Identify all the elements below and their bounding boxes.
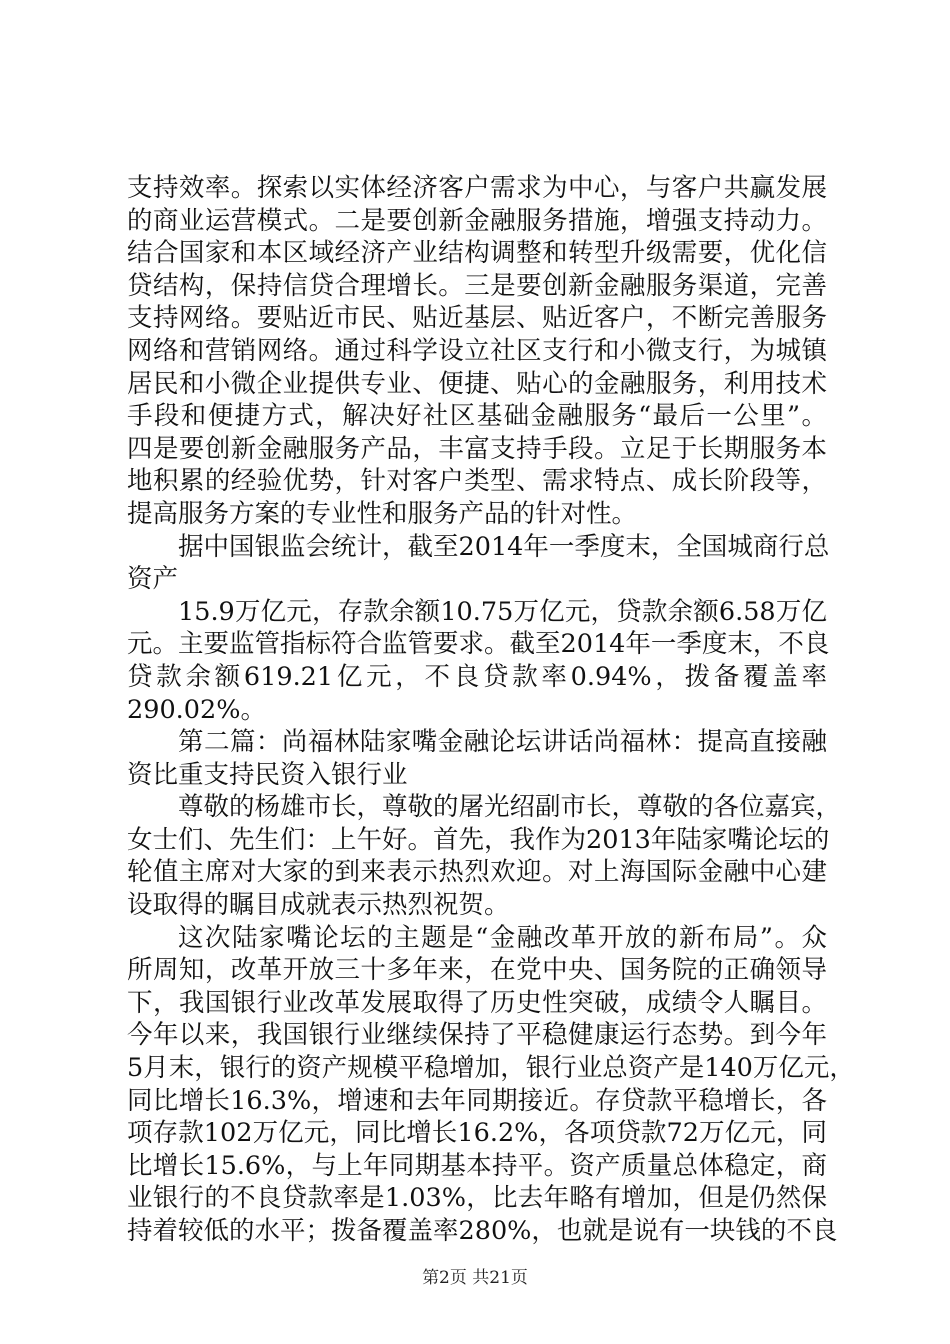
- text-line: 持着较低的水平；拨备覆盖率280%，也就是说有一块钱的不良: [127, 1216, 838, 1246]
- text-line: 尊敬的杨雄市长，尊敬的屠光绍副市长，尊敬的各位嘉宾，: [178, 792, 842, 823]
- text-line: 资产: [127, 564, 179, 595]
- text-line: 所周知，改革开放三十多年来，在党中央、国务院的正确领导: [127, 955, 827, 986]
- text-line: 居民和小微企业提供专业、便捷、贴心的金融服务，利用技术: [127, 368, 827, 399]
- text-line: 5月末，银行的资产规模平稳增加，银行业总资产是140万亿元，: [127, 1053, 855, 1084]
- text-line: 同比增长16.3%，增速和去年同期接近。存贷款平稳增长，各: [127, 1085, 827, 1116]
- text-line: 设取得的瞩目成就表示热烈祝贺。: [127, 890, 510, 921]
- text-line: 下，我国银行业改革发展取得了历史性突破，成绩令人瞩目。: [127, 987, 827, 1018]
- document-body: [127, 172, 855, 1248]
- text-line: 业银行的不良贷款率是1.03%，比去年略有增加，但是仍然保: [127, 1183, 827, 1214]
- text-line: 290.02%。: [127, 694, 266, 725]
- text-line: 今年以来，我国银行业继续保持了平稳健康运行态势。到今年: [127, 1020, 827, 1051]
- section-heading: 第二篇：尚福林陆家嘴金融论坛讲话尚福林：提高直接融: [178, 727, 827, 758]
- text-line: 轮值主席对大家的到来表示热烈欢迎。对上海国际金融中心建: [127, 857, 827, 888]
- text-line: 四是要创新金融服务产品，丰富支持手段。立足于长期服务本: [127, 433, 827, 464]
- text-line: 15.9万亿元，存款余额10.75万亿元，贷款余额6.58万亿: [178, 596, 827, 627]
- text-line: 这次陆家嘴论坛的主题是“金融改革开放的新布局”。众: [178, 922, 827, 953]
- text-line: 支持网络。要贴近市民、贴近基层、贴近客户，不断完善服务: [127, 303, 827, 334]
- text-line: 项存款102万亿元，同比增长16.2%，各项贷款72万亿元，同: [127, 1118, 827, 1149]
- text-line: 手段和便捷方式，解决好社区基础金融服务“最后一公里”。: [127, 401, 827, 432]
- section-heading: 资比重支持民资入银行业: [127, 759, 408, 790]
- text-line: 比增长15.6%，与上年同期基本持平。资产质量总体稳定，商: [127, 1150, 827, 1181]
- text-line: 结合国家和本区域经济产业结构调整和转型升级需要，优化信: [127, 238, 827, 269]
- text-line: 女士们、先生们：上午好。首先，我作为2013年陆家嘴论坛的: [127, 824, 830, 855]
- page-footer: 第2页 共21页: [422, 1268, 528, 1288]
- text-line: 元。主要监管指标符合监管要求。截至2014年一季度末，不良: [127, 629, 830, 660]
- text-line: 贷结构，保持信贷合理增长。三是要创新金融服务渠道，完善: [127, 270, 827, 301]
- text-line: 支持效率。探索以实体经济客户需求为中心，与客户共赢发展: [127, 173, 827, 203]
- text-line: 的商业运营模式。二是要创新金融服务措施，增强支持动力。: [127, 205, 827, 236]
- text-line: 据中国银监会统计，截至2014年一季度末，全国城商行总: [178, 531, 830, 562]
- text-line: 提高服务方案的专业性和服务产品的针对性。: [127, 498, 638, 529]
- text-line: 网络和营销网络。通过科学设立社区支行和小微支行，为城镇: [127, 335, 827, 366]
- text-line: 贷款余额619.21亿元，不良贷款率0.94%，拨备覆盖率: [127, 661, 827, 692]
- text-line: 地积累的经验优势，针对客户类型、需求特点、成长阶段等，: [127, 466, 827, 497]
